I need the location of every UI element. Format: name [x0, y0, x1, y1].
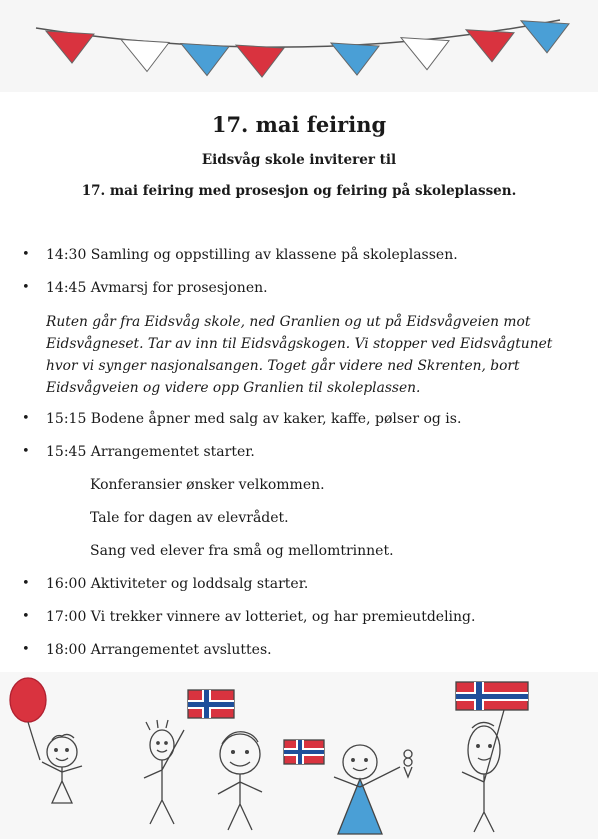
balloon-icon: [10, 678, 46, 722]
event-line: 17. mai feiring med prosesjon og feiring på skoleplassen.: [81, 183, 517, 199]
bunting-flag: [46, 31, 94, 63]
bullet: •: [22, 280, 30, 295]
children-with-norwegian-flags-drawing: [0, 672, 598, 839]
list-item: [0, 640, 598, 673]
bullet: •: [22, 576, 30, 591]
bunting-flags-icon: [0, 0, 598, 100]
list-item-text: 17:00 Vi trekker vinnere av lotteriet, og har premieutdeling.: [46, 609, 476, 625]
sub-item-text: Konferansier ønsker velkommen.: [90, 477, 325, 493]
sub-item-text: Sang ved elever fra små og mellomtrinnet.: [90, 543, 394, 559]
list-item-text: 15:45 Arrangementet starter.: [46, 444, 255, 460]
route-description: Ruten går fra Eidsvåg skole, ned Granlien og ut på Eidsvågveien mot Eidsvågneset. Tar av inn til Eidsvågskogen. Vi stopper ved Eidsvågtunet hvor vi synger nasjonalsangen. Toget går videre ned Skrenten, bort Eidsvågveien og videre opp Granlien til skoleplassen.: [46, 314, 553, 396]
bullet: •: [22, 411, 30, 426]
list-item: [0, 442, 598, 475]
list-item-text: 16:00 Aktiviteter og loddsalg starter.: [46, 576, 309, 592]
bullet: •: [22, 609, 30, 624]
bunting-flag: [236, 45, 284, 77]
page-title: 17. mai feiring: [211, 112, 387, 137]
list-item: [0, 278, 598, 311]
bullet: •: [22, 642, 30, 657]
bunting-flag: [181, 44, 229, 76]
sub-item: [0, 475, 598, 508]
list-item: [0, 409, 598, 442]
list-item: [0, 574, 598, 607]
list-item-text: 15:15 Bodene åpner med salg av kaker, kaffe, pølser og is.: [46, 411, 462, 427]
bunting-flag: [466, 30, 514, 62]
bunting-flag: [121, 39, 169, 71]
bunting-flag: [401, 38, 449, 70]
bullet: •: [22, 444, 30, 459]
list-item-text: 14:30 Samling og oppstilling av klassene på skoleplassen.: [46, 247, 458, 263]
bunting-flag: [331, 43, 379, 75]
bullet: •: [22, 247, 30, 262]
sub-item: [0, 541, 598, 574]
list-item: [0, 607, 598, 640]
list-item-text: 14:45 Avmarsj for prosesjonen.: [46, 280, 268, 296]
sub-item-text: Tale for dagen av elevrådet.: [90, 510, 289, 526]
sub-item: [0, 508, 598, 541]
program-list: [0, 245, 598, 673]
list-item-text: 18:00 Arrangementet avsluttes.: [46, 642, 272, 658]
invite-line: Eidsvåg skole inviterer til: [201, 152, 397, 168]
bunting-flag: [521, 21, 569, 53]
list-item: [0, 245, 598, 278]
